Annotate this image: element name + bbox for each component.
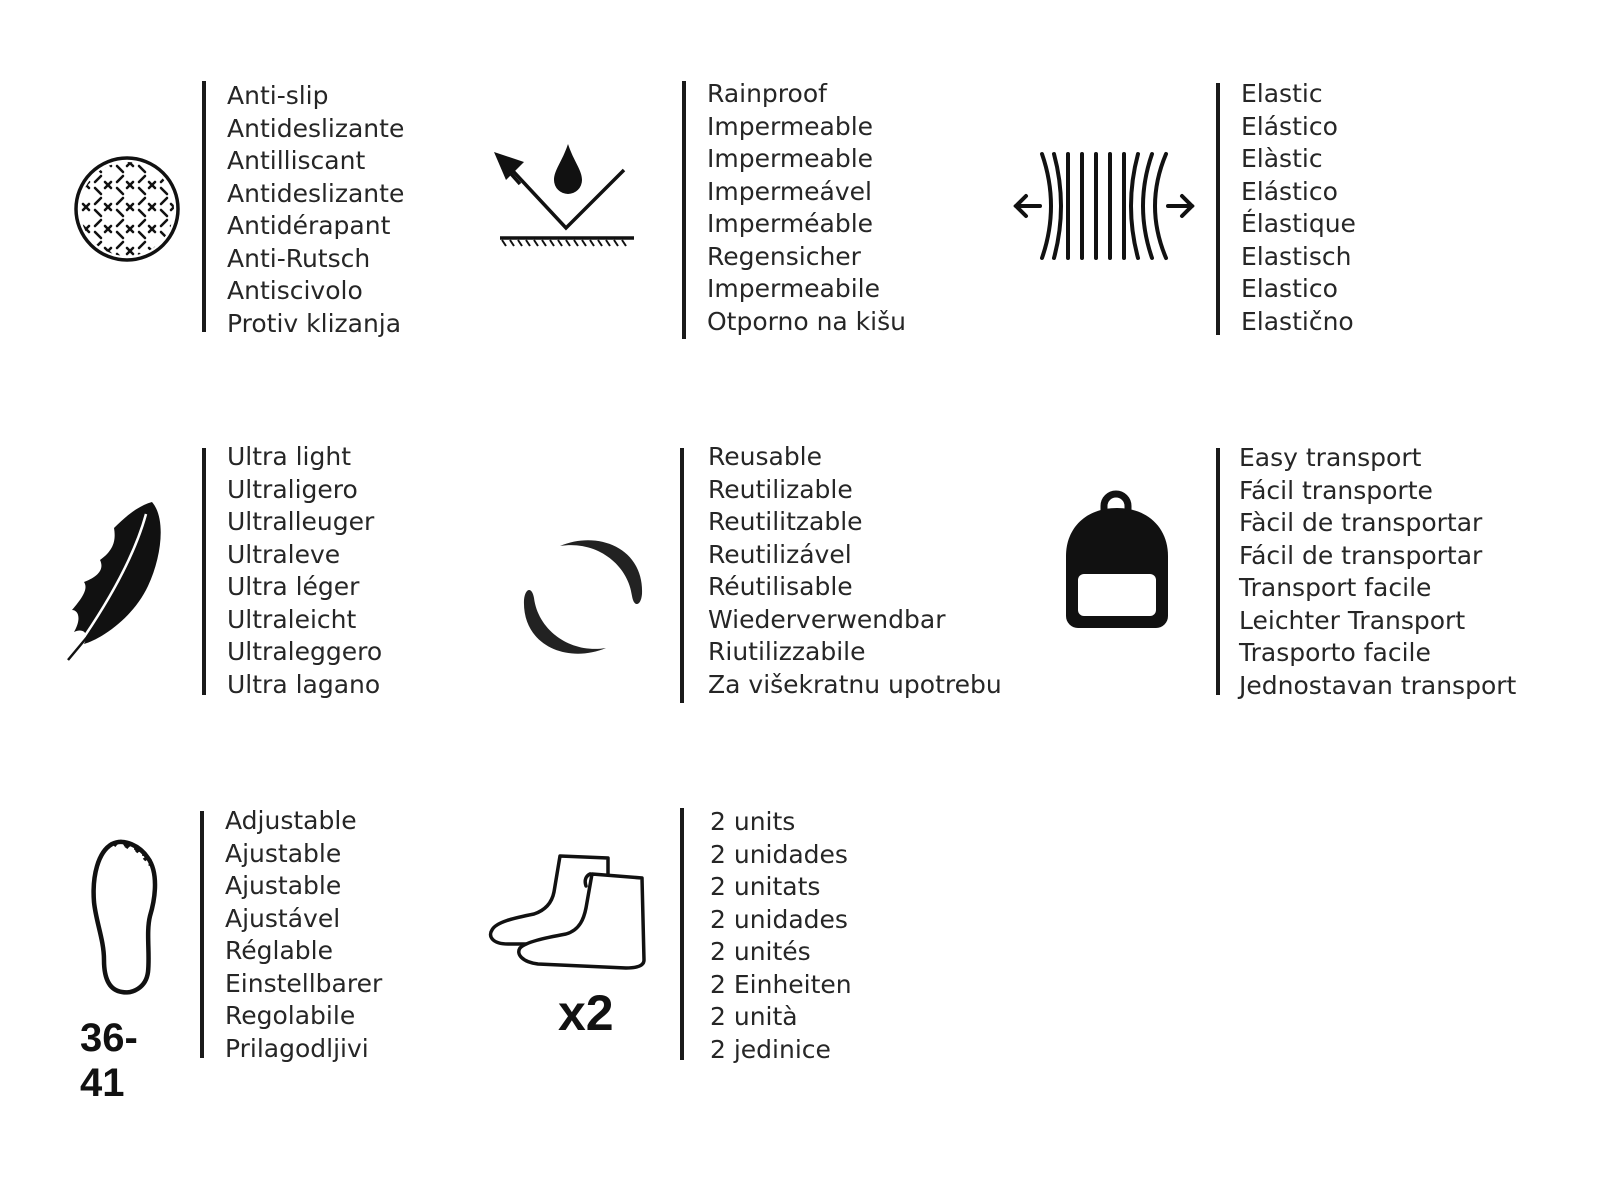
label: Ultraligero — [227, 474, 358, 504]
label: Wiederverwendbar — [708, 604, 946, 634]
label-list — [227, 441, 382, 701]
feather-icon — [64, 498, 164, 664]
label: Elástico — [1241, 111, 1338, 141]
label: Reusable — [708, 442, 823, 471]
label: Ultra light — [227, 442, 351, 471]
divider-bar — [202, 448, 206, 695]
label: Antideslizante — [227, 178, 405, 208]
stretch-icon — [1012, 150, 1197, 262]
divider-bar — [1216, 448, 1220, 695]
label: Ultraleve — [227, 539, 341, 569]
backpack-icon — [1062, 492, 1172, 632]
shoe-covers-icon — [486, 852, 652, 974]
label: Transport facile — [1239, 573, 1432, 602]
label-list — [708, 441, 1002, 701]
foot-icon — [88, 836, 164, 996]
divider-bar — [680, 448, 684, 703]
reuse-cycle-icon — [520, 534, 646, 660]
label: Impermeable — [707, 111, 874, 141]
label: 2 unidades — [710, 839, 848, 869]
label: Rainproof — [707, 79, 827, 108]
label: 2 jedinice — [710, 1034, 831, 1064]
label: Protiv klizanja — [227, 308, 402, 338]
label: Réglable — [225, 936, 333, 965]
label: Ultraleicht — [227, 604, 357, 634]
water-drop-repel-icon — [490, 140, 640, 250]
label: Prilagodljivi — [225, 1033, 369, 1063]
divider-bar — [202, 81, 206, 332]
label: Anti-Rutsch — [227, 243, 371, 273]
label-list — [225, 805, 382, 1065]
label: Otporno na kišu — [707, 306, 906, 336]
label-list — [710, 806, 852, 1066]
label: Antilliscant — [227, 146, 366, 175]
label: Antidérapant — [227, 211, 391, 240]
quantity-badge: x2 — [558, 985, 614, 1041]
label: Fácil de transportar — [1239, 540, 1483, 570]
label: Réutilisable — [708, 572, 853, 601]
label: 2 unidades — [710, 904, 848, 934]
label: 2 unitats — [710, 872, 821, 901]
label: Jednostavan transport — [1239, 670, 1517, 700]
label: Impermeabile — [707, 274, 881, 303]
label-list — [227, 80, 404, 340]
label: Reutilizable — [708, 474, 853, 504]
label: Elástico — [1241, 176, 1338, 206]
label: Antideslizante — [227, 113, 405, 143]
label: Elastično — [1241, 306, 1354, 336]
label: Ajustável — [225, 903, 341, 933]
label: Za višekratnu upotrebu — [708, 669, 1002, 699]
label-list — [1239, 442, 1516, 702]
label: Einstellbarer — [225, 968, 383, 998]
label: 2 Einheiten — [710, 969, 852, 999]
label: Ultra lagano — [227, 669, 381, 699]
label: Reutilitzable — [708, 507, 863, 536]
divider-bar — [200, 811, 204, 1058]
label: Fàcil de transportar — [1239, 508, 1483, 537]
label: 2 unités — [710, 937, 811, 966]
label: Trasporto facile — [1239, 638, 1431, 667]
label: Easy transport — [1239, 443, 1422, 472]
label: Riutilizzabile — [708, 637, 866, 666]
label: 2 units — [710, 807, 796, 836]
label: Anti-slip — [227, 81, 329, 110]
divider-bar — [680, 808, 684, 1060]
label: Elàstic — [1241, 144, 1323, 173]
label-list — [1241, 78, 1356, 338]
label: Ultra léger — [227, 572, 360, 601]
label: Reutilizável — [708, 539, 852, 569]
divider-bar — [682, 81, 686, 339]
label: Elastico — [1241, 274, 1338, 303]
label: Elastic — [1241, 79, 1323, 108]
label: Impermeável — [707, 176, 872, 206]
label: Ultralleuger — [227, 507, 375, 536]
label: Impermeable — [707, 144, 874, 173]
label: Ajustable — [225, 838, 342, 868]
label: 2 unità — [710, 1002, 798, 1031]
label: Leichter Transport — [1239, 605, 1466, 635]
label: Ajustable — [225, 871, 342, 900]
label: Regolabile — [225, 1001, 356, 1030]
label: Élastique — [1241, 209, 1356, 238]
label: Antiscivolo — [227, 276, 363, 305]
divider-bar — [1216, 83, 1220, 335]
label: Regensicher — [707, 241, 861, 271]
anti-slip-texture-icon — [70, 152, 184, 266]
size-range-badge: 36-41 — [80, 1016, 138, 1105]
label: Elastisch — [1241, 241, 1352, 271]
label: Ultraleggero — [227, 637, 383, 666]
label: Fácil transporte — [1239, 475, 1433, 505]
label: Imperméable — [707, 209, 874, 238]
label: Adjustable — [225, 806, 357, 835]
label-list — [707, 78, 906, 338]
